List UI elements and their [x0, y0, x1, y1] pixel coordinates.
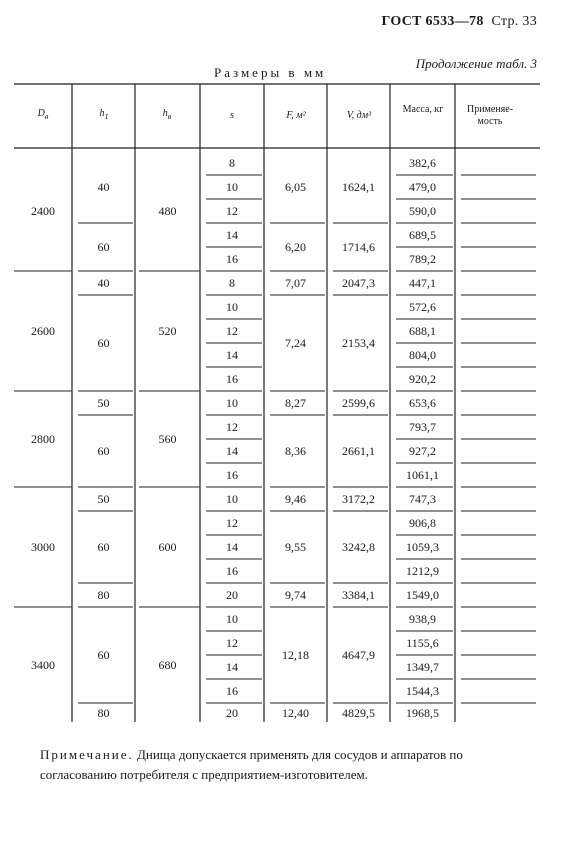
cell-s: 14 — [226, 660, 238, 674]
cell-mass: 938,9 — [409, 612, 436, 626]
cell-dv: 3400 — [31, 657, 55, 672]
cell-s: 16 — [226, 252, 238, 266]
cell-v: 3384,1 — [342, 588, 375, 602]
cell-s: 14 — [226, 348, 238, 362]
cell-mass: 804,0 — [409, 348, 436, 362]
cell-v: 4829,5 — [342, 705, 375, 720]
cell-s: 10 — [226, 180, 238, 194]
page-number: Стр. 33 — [491, 14, 537, 29]
cell-h1: 60 — [97, 540, 110, 554]
cell-mass: 688,1 — [409, 324, 436, 338]
cell-s: 8 — [229, 156, 235, 170]
cell-h1: 80 — [97, 588, 110, 602]
cell-hv: 560 — [158, 432, 177, 446]
cell-h1: 50 — [97, 492, 110, 506]
cell-f: 7,24 — [285, 336, 306, 350]
cell-f: 6,20 — [285, 240, 306, 254]
header-hv: $h_в$ — [162, 108, 172, 121]
cell-mass: 747,3 — [409, 492, 436, 506]
cell-h1: 80 — [97, 705, 110, 720]
cell-hv: 520 — [158, 324, 177, 338]
cell-mass: 1349,7 — [406, 660, 439, 674]
cell-s: 14 — [226, 228, 238, 242]
cell-f: 7,07 — [285, 276, 306, 290]
cell-s: 20 — [226, 705, 238, 720]
cell-s: 12 — [226, 516, 238, 530]
units-caption: Размеры в мм — [214, 65, 327, 80]
cell-dv: 2800 — [31, 432, 55, 446]
cell-s: 12 — [226, 636, 238, 650]
cell-h1: 40 — [97, 180, 110, 194]
cell-s: 14 — [226, 540, 238, 554]
cell-mass: 382,6 — [409, 156, 436, 170]
cell-v: 2153,4 — [342, 336, 375, 350]
cell-h1: 60 — [97, 336, 110, 350]
cell-s: 10 — [226, 300, 238, 314]
cell-h1: 60 — [97, 648, 110, 662]
cell-dv: 2600 — [31, 324, 55, 338]
cell-h1: 60 — [97, 444, 110, 458]
cell-v: 1714,6 — [342, 240, 375, 254]
cell-mass: 572,6 — [409, 300, 436, 314]
cell-mass: 1544,3 — [406, 684, 439, 698]
cell-mass: 1155,6 — [406, 636, 439, 650]
cell-mass: 479,0 — [409, 180, 436, 194]
cell-mass: 1212,9 — [406, 564, 439, 578]
cell-v: 3242,8 — [342, 540, 375, 554]
cell-s: 16 — [226, 684, 238, 698]
cell-mass: 920,2 — [409, 372, 436, 386]
cell-v: 2047,3 — [342, 276, 375, 290]
cell-mass: 1059,3 — [406, 540, 439, 554]
cell-mass: 447,1 — [409, 276, 436, 290]
cell-mass: 927,2 — [409, 444, 436, 458]
cell-v: 1624,1 — [342, 180, 375, 194]
cell-h1: 60 — [97, 240, 110, 254]
cell-s: 10 — [226, 612, 238, 626]
cell-v: 2599,6 — [342, 396, 375, 410]
cell-v: 4647,9 — [342, 648, 375, 662]
table-note — [40, 745, 540, 785]
cell-f: 9,74 — [285, 588, 306, 602]
cell-mass: 1968,5 — [406, 705, 439, 720]
cell-f: 12,40 — [282, 705, 309, 720]
cell-f: 8,36 — [285, 444, 306, 458]
cell-s: 10 — [226, 396, 238, 410]
cell-s: 16 — [226, 564, 238, 578]
note-label: Примечание. — [40, 747, 134, 762]
cell-s: 20 — [226, 588, 238, 602]
cell-mass: 906,8 — [409, 516, 436, 530]
header-v: V, дм³ — [346, 110, 372, 121]
cell-f: 8,27 — [285, 396, 306, 410]
header-f: F, м² — [286, 110, 306, 121]
cell-f: 12,18 — [282, 648, 309, 662]
cell-hv: 480 — [158, 204, 177, 218]
cell-mass: 1061,1 — [406, 468, 439, 482]
cell-s: 10 — [226, 492, 238, 506]
cell-mass: 1549,0 — [406, 588, 439, 602]
cell-h1: 40 — [97, 276, 110, 290]
cell-hv: 680 — [158, 657, 177, 672]
header-dv: $D_в$ — [37, 108, 49, 121]
cell-mass: 689,5 — [409, 228, 436, 242]
cell-f: 9,55 — [285, 540, 306, 554]
cell-v: 2661,1 — [342, 444, 375, 458]
header-h1: $h_1$ — [99, 108, 109, 121]
header-use: Применяе-мость — [466, 104, 514, 127]
cell-hv: 600 — [158, 540, 177, 554]
cell-h1: 50 — [97, 396, 110, 410]
cell-mass: 793,7 — [409, 420, 436, 434]
cell-s: 8 — [229, 276, 235, 290]
cell-f: 6,05 — [285, 180, 306, 194]
table-continuation: Продолжение табл. 3 — [415, 56, 537, 71]
cell-s: 16 — [226, 468, 238, 482]
cell-mass: 789,2 — [409, 252, 436, 266]
header-s: s — [230, 110, 234, 121]
note-text: Днища допускается применять для сосудов и аппаратов по согласованию потребителя с предприятием-изготовителем. — [40, 747, 463, 782]
cell-mass: 590,0 — [409, 204, 436, 218]
cell-s: 14 — [226, 444, 238, 458]
cell-s: 12 — [226, 324, 238, 338]
cell-dv: 2400 — [31, 204, 55, 218]
cell-s: 12 — [226, 204, 238, 218]
cell-mass: 653,6 — [409, 396, 436, 410]
cell-dv: 3000 — [31, 540, 55, 554]
header-mass: Масса, кг — [402, 104, 444, 115]
cell-f: 9,46 — [285, 492, 306, 506]
standard-number: ГОСТ 6533—78 — [381, 14, 484, 29]
cell-v: 3172,2 — [342, 492, 375, 506]
cell-s: 16 — [226, 372, 238, 386]
cell-s: 12 — [226, 420, 238, 434]
